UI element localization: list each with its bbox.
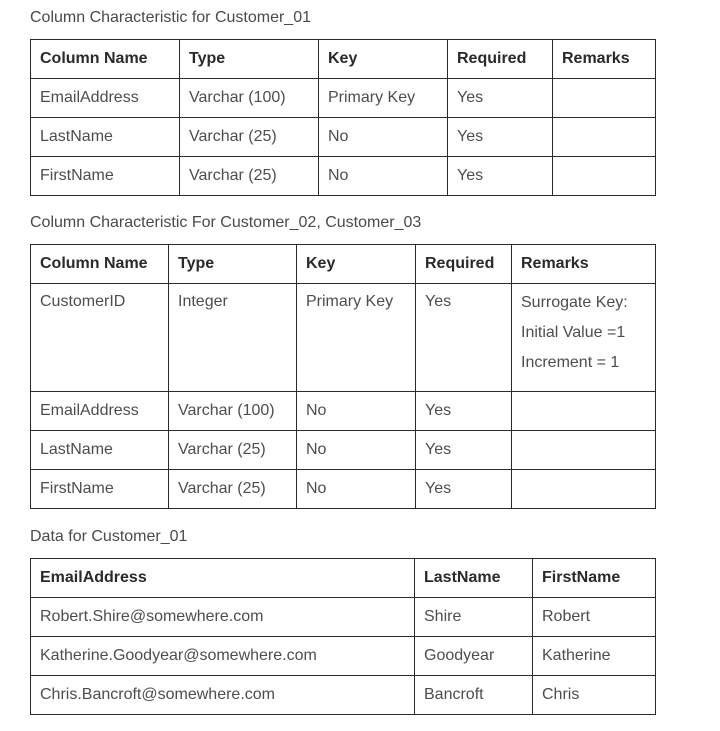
table-cell: No bbox=[319, 157, 448, 196]
table-cell: Varchar (25) bbox=[180, 118, 319, 157]
table-cell: No bbox=[297, 431, 416, 470]
table-row bbox=[31, 470, 656, 509]
table-header-row bbox=[31, 40, 656, 79]
table1-caption: Column Characteristic for Customer_01 bbox=[30, 9, 311, 26]
table-header-row bbox=[31, 245, 656, 284]
column-header: Type bbox=[169, 245, 297, 284]
table-cell bbox=[553, 157, 656, 196]
column-header: Required bbox=[416, 245, 512, 284]
remark-line: Surrogate Key: bbox=[521, 294, 628, 311]
table-cell: Katherine bbox=[533, 637, 656, 676]
column-header: Type bbox=[180, 40, 319, 79]
table-cell: FirstName bbox=[31, 157, 180, 196]
column-header: Column Name bbox=[31, 245, 169, 284]
table-cell bbox=[512, 392, 656, 431]
column-header: EmailAddress bbox=[31, 559, 415, 598]
table-row bbox=[31, 637, 656, 676]
table-cell: EmailAddress bbox=[31, 392, 169, 431]
table-cell bbox=[512, 431, 656, 470]
table-row bbox=[31, 79, 656, 118]
column-header: Remarks bbox=[553, 40, 656, 79]
table-cell: No bbox=[297, 470, 416, 509]
table-cell: Robert bbox=[533, 598, 656, 637]
table-cell bbox=[512, 470, 656, 509]
table-cell bbox=[553, 79, 656, 118]
table-cell: Chris.Bancroft@somewhere.com bbox=[31, 676, 415, 715]
table-cell: No bbox=[319, 118, 448, 157]
table-cell bbox=[553, 118, 656, 157]
table-row bbox=[31, 676, 656, 715]
table-cell: Bancroft bbox=[415, 676, 533, 715]
table-cell: Goodyear bbox=[415, 637, 533, 676]
column-header: FirstName bbox=[533, 559, 656, 598]
table-cell: Primary Key bbox=[297, 284, 416, 392]
table-cell: CustomerID bbox=[31, 284, 169, 392]
table-cell: Varchar (25) bbox=[169, 431, 297, 470]
remark-line: Increment = 1 bbox=[521, 354, 620, 371]
table-row bbox=[31, 598, 656, 637]
customer01-column-table bbox=[30, 39, 656, 196]
table-cell: Yes bbox=[448, 157, 553, 196]
column-header: LastName bbox=[415, 559, 533, 598]
table-cell: Yes bbox=[416, 284, 512, 392]
table3-caption: Data for Customer_01 bbox=[30, 528, 188, 545]
customer01-data-table bbox=[30, 558, 656, 715]
table-cell: No bbox=[297, 392, 416, 431]
column-header: Column Name bbox=[31, 40, 180, 79]
table-cell: Varchar (100) bbox=[180, 79, 319, 118]
table-cell: Robert.Shire@somewhere.com bbox=[31, 598, 415, 637]
table-cell: Integer bbox=[169, 284, 297, 392]
table-row bbox=[31, 118, 656, 157]
table-cell: FirstName bbox=[31, 470, 169, 509]
table-cell: Yes bbox=[416, 431, 512, 470]
column-header: Remarks bbox=[512, 245, 656, 284]
table-cell: LastName bbox=[31, 431, 169, 470]
table-cell: Yes bbox=[416, 392, 512, 431]
table-cell: Varchar (25) bbox=[180, 157, 319, 196]
table-cell: Primary Key bbox=[319, 79, 448, 118]
table-row bbox=[31, 284, 656, 392]
table-cell: Shire bbox=[415, 598, 533, 637]
table-cell: Katherine.Goodyear@somewhere.com bbox=[31, 637, 415, 676]
table-cell: Varchar (25) bbox=[169, 470, 297, 509]
table2-caption: Column Characteristic For Customer_02, Customer_03 bbox=[30, 214, 422, 231]
table-header-row bbox=[31, 559, 656, 598]
table-cell: Chris bbox=[533, 676, 656, 715]
table-row bbox=[31, 431, 656, 470]
table-row bbox=[31, 392, 656, 431]
table-cell: Yes bbox=[448, 118, 553, 157]
table-cell: Yes bbox=[448, 79, 553, 118]
table-row bbox=[31, 157, 656, 196]
column-header: Key bbox=[319, 40, 448, 79]
remarks-cell bbox=[512, 284, 656, 392]
column-header: Key bbox=[297, 245, 416, 284]
table-cell: EmailAddress bbox=[31, 79, 180, 118]
table-cell: Yes bbox=[416, 470, 512, 509]
remark-line: Initial Value =1 bbox=[521, 324, 626, 341]
table-cell: LastName bbox=[31, 118, 180, 157]
table-cell: Varchar (100) bbox=[169, 392, 297, 431]
column-header: Required bbox=[448, 40, 553, 79]
customer02-03-column-table bbox=[30, 244, 656, 509]
